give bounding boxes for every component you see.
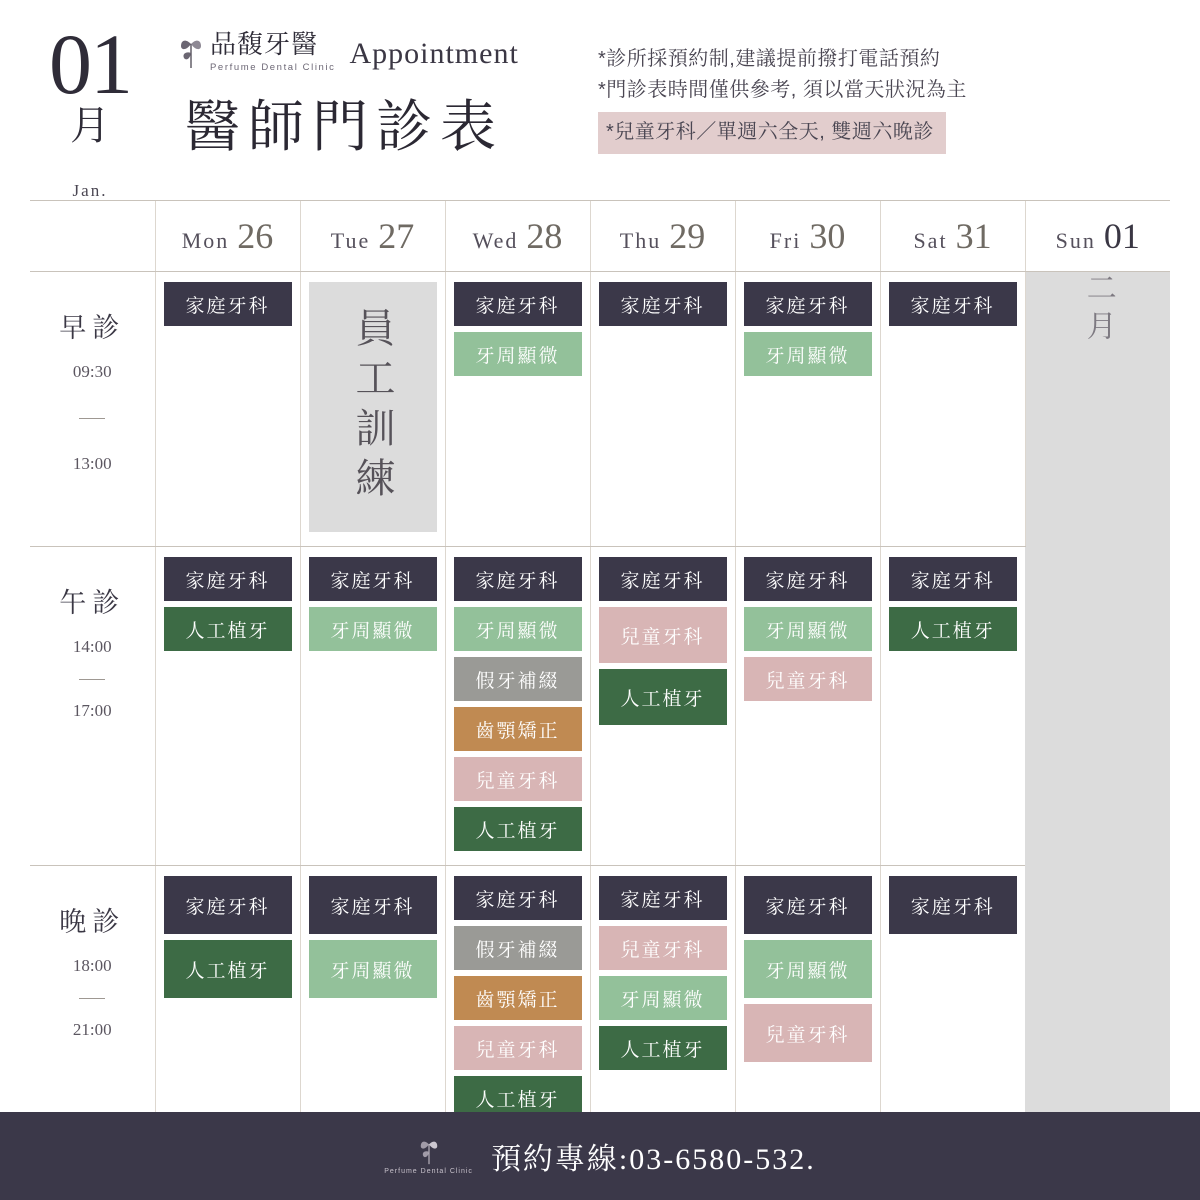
day-number-fri: 30: [809, 216, 846, 256]
day-header-sun: [1025, 201, 1170, 272]
cell-afternoon-sat: [880, 547, 1025, 866]
month-number: 01: [49, 16, 131, 112]
day-header-mon: [155, 201, 300, 272]
brand-name-en: Perfume Dental Clinic: [210, 62, 336, 73]
note-1: *診所採預約制,建議提前撥打電話預約: [598, 48, 941, 70]
chip-kids[interactable]: 兒童牙科: [744, 1004, 872, 1062]
footer-logo-text: Perfume Dental Clinic: [384, 1168, 473, 1175]
day-name-thu: Thu: [619, 228, 662, 253]
chip-family[interactable]: 家庭牙科: [889, 876, 1018, 934]
day-number-sat: 31: [955, 216, 992, 256]
row-evening: [30, 866, 1170, 1135]
chip-family[interactable]: 家庭牙科: [744, 282, 872, 326]
chip-perio[interactable]: 牙周顯微: [454, 607, 582, 651]
chip-denture[interactable]: 假牙補綴: [454, 926, 582, 970]
cell-morning-mon: [155, 272, 300, 547]
day-name-tue: Tue: [330, 228, 371, 253]
day-number-wed: 28: [526, 216, 563, 256]
day-name-fri: Fri: [769, 228, 802, 253]
month-block: [30, 18, 150, 200]
time-divider: [79, 418, 105, 419]
cell-evening-sat: [880, 866, 1025, 1135]
sunday-fill: [1026, 272, 1171, 348]
cell-afternoon-mon: [155, 547, 300, 866]
slot-evening-name: 晚診: [59, 907, 126, 937]
chip-ortho[interactable]: 齒顎矯正: [454, 707, 582, 751]
cell-afternoon-wed: [445, 547, 590, 866]
chip-implant[interactable]: 人工植牙: [164, 940, 292, 998]
note-2: *門診表時間僅供參考, 須以當天狀況為主: [598, 79, 967, 101]
chip-kids[interactable]: 兒童牙科: [454, 757, 582, 801]
day-header-tue: [300, 201, 445, 272]
chip-perio[interactable]: 牙周顯微: [309, 607, 437, 651]
chip-ortho[interactable]: 齒顎矯正: [454, 976, 582, 1020]
chip-denture[interactable]: 假牙補綴: [454, 657, 582, 701]
slot-evening-times: [38, 957, 147, 1039]
page-title: 醫師門診表: [184, 96, 504, 159]
chip-implant[interactable]: 人工植牙: [599, 669, 727, 725]
chip-family[interactable]: 家庭牙科: [454, 282, 582, 326]
chip-perio[interactable]: 牙周顯微: [309, 940, 437, 998]
chip-family[interactable]: 家庭牙科: [744, 557, 872, 601]
poster-header: [0, 0, 1200, 200]
cell-afternoon-tue: [300, 547, 445, 866]
time-divider: [79, 679, 105, 680]
cell-evening-tue: [300, 866, 445, 1135]
cell-afternoon-thu: [590, 547, 735, 866]
sunday-label: 二月: [1081, 272, 1115, 348]
day-header-thu: [590, 201, 735, 272]
time-divider: [79, 998, 105, 999]
day-name-sat: Sat: [913, 228, 948, 253]
staff-training-block: [309, 282, 437, 532]
slot-morning-end: 13:00: [72, 453, 112, 473]
staff-training-label: 員工訓練: [350, 307, 395, 507]
month-label-en: Jan.: [72, 181, 108, 201]
cell-morning-wed: [445, 272, 590, 547]
chip-family[interactable]: 家庭牙科: [164, 282, 292, 326]
day-header-fri: [735, 201, 880, 272]
slot-morning-label: [30, 272, 155, 547]
chip-perio[interactable]: 牙周顯微: [744, 332, 872, 376]
day-name-wed: Wed: [472, 228, 519, 253]
day-name-mon: Mon: [181, 228, 230, 253]
cell-morning-fri: [735, 272, 880, 547]
cell-afternoon-fri: [735, 547, 880, 866]
chip-implant[interactable]: 人工植牙: [164, 607, 292, 651]
chip-family[interactable]: 家庭牙科: [309, 876, 437, 934]
day-header-sat: [880, 201, 1025, 272]
chip-implant[interactable]: 人工植牙: [889, 607, 1018, 651]
day-number-sun: 01: [1103, 216, 1140, 256]
footer-phone: 預約專線:03-6580-532.: [490, 1143, 816, 1176]
slot-evening-label: [30, 866, 155, 1135]
chip-family[interactable]: 家庭牙科: [164, 557, 292, 601]
cell-sunday-closed: [1025, 272, 1170, 1135]
cell-evening-mon: [155, 866, 300, 1135]
cell-evening-wed: [445, 866, 590, 1135]
tulip-logo-icon: [418, 1137, 440, 1165]
slot-morning-start: 09:30: [72, 362, 112, 381]
chip-family[interactable]: 家庭牙科: [164, 876, 292, 934]
title-column: [178, 18, 588, 200]
cell-morning-tue: [300, 272, 445, 547]
brand-name-cn: 品馥牙醫: [210, 30, 319, 59]
day-header-wed: [445, 201, 590, 272]
note-highlight: *兒童牙科／單週六全天, 雙週六晚診: [598, 112, 946, 154]
chip-kids[interactable]: 兒童牙科: [599, 926, 727, 970]
chip-family[interactable]: 家庭牙科: [744, 876, 872, 934]
chip-perio[interactable]: 牙周顯微: [744, 940, 872, 998]
chip-family[interactable]: 家庭牙科: [599, 876, 727, 920]
chip-perio[interactable]: 牙周顯微: [599, 976, 727, 1020]
chip-family[interactable]: 家庭牙科: [599, 282, 727, 326]
slot-afternoon-label: [30, 547, 155, 866]
notes-column: [588, 18, 1170, 200]
day-name-sun: Sun: [1055, 228, 1096, 253]
slot-afternoon-end: 17:00: [72, 700, 112, 720]
chip-perio[interactable]: 牙周顯微: [744, 607, 872, 651]
schedule-table: [30, 201, 1170, 1135]
slot-evening-end: 21:00: [72, 1019, 112, 1039]
day-number-mon: 26: [237, 216, 274, 256]
row-afternoon: [30, 547, 1170, 866]
chip-implant[interactable]: 人工植牙: [454, 1076, 582, 1120]
chip-perio[interactable]: 牙周顯微: [454, 332, 582, 376]
slot-afternoon-start: 14:00: [72, 637, 112, 656]
chip-implant[interactable]: 人工植牙: [599, 1026, 727, 1070]
slot-afternoon-name: 午診: [59, 588, 126, 618]
tulip-logo-icon: [178, 35, 204, 69]
day-number-tue: 27: [378, 216, 415, 256]
brand: [178, 32, 335, 73]
slot-morning-name: 早診: [59, 313, 126, 343]
poster-footer: [0, 1112, 1200, 1200]
schedule-grid: [30, 200, 1170, 1135]
chip-kids[interactable]: 兒童牙科: [599, 607, 727, 663]
chip-family[interactable]: 家庭牙科: [454, 557, 582, 601]
cell-morning-sat: [880, 272, 1025, 547]
chip-family[interactable]: 家庭牙科: [889, 557, 1018, 601]
cell-evening-thu: [590, 866, 735, 1135]
brand-text: [210, 32, 335, 73]
cell-morning-thu: [590, 272, 735, 547]
chip-family[interactable]: 家庭牙科: [454, 876, 582, 920]
row-morning: [30, 272, 1170, 547]
cell-evening-fri: [735, 866, 880, 1135]
table-header-row: [30, 201, 1170, 272]
appointment-label: Appointment: [349, 36, 519, 70]
slot-evening-start: 18:00: [72, 956, 112, 975]
chip-family[interactable]: 家庭牙科: [599, 557, 727, 601]
slot-afternoon-times: [38, 638, 147, 720]
month-label-cn: 月: [70, 103, 110, 149]
chip-family[interactable]: 家庭牙科: [889, 282, 1017, 326]
chip-family[interactable]: 家庭牙科: [309, 557, 437, 601]
footer-logo: [384, 1137, 473, 1175]
header-right: [150, 18, 1170, 200]
time-column-header: [30, 201, 155, 272]
chip-kids[interactable]: 兒童牙科: [454, 1026, 582, 1070]
chip-kids[interactable]: 兒童牙科: [744, 657, 872, 701]
day-number-thu: 29: [669, 216, 706, 256]
brand-row: [178, 32, 588, 73]
slot-morning-times: [38, 363, 147, 473]
chip-implant[interactable]: 人工植牙: [454, 807, 582, 851]
